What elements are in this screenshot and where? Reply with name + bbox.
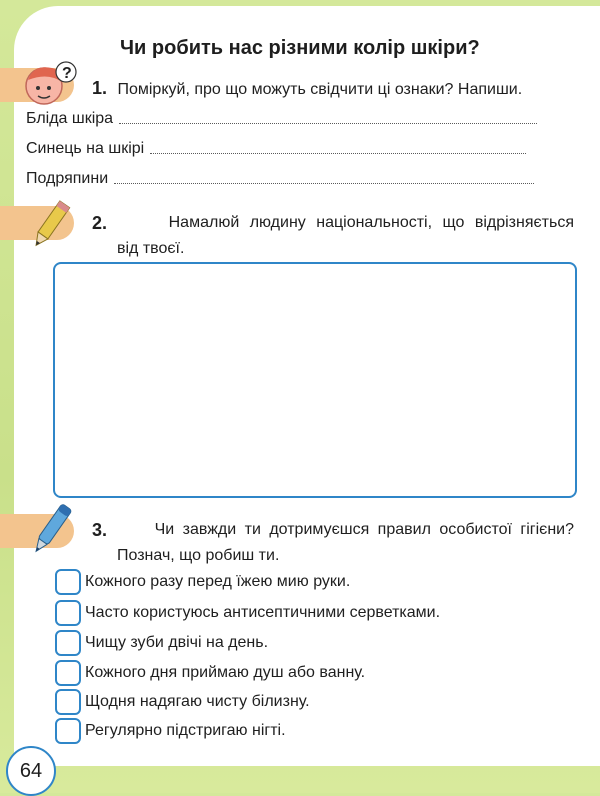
answer-line[interactable] bbox=[119, 122, 537, 124]
pen-icon bbox=[28, 500, 74, 565]
checklist-item: Часто користуюсь антисептичними серветками. bbox=[55, 600, 440, 626]
answer-line[interactable] bbox=[150, 152, 526, 154]
checkbox[interactable] bbox=[55, 600, 81, 626]
fill-line-pale-skin: Бліда шкіра bbox=[26, 110, 537, 128]
question-3: 3. Чи завжди ти дотримуєшся правил особистої гігієни? Познач, що робиш ти. bbox=[92, 520, 574, 564]
fill-line-bruise: Синець на шкірі bbox=[26, 140, 526, 158]
fill-line-scratches: Подряпини bbox=[26, 170, 534, 188]
checklist-item: Кожного разу перед їжею мию руки. bbox=[55, 569, 350, 595]
checkbox[interactable] bbox=[55, 689, 81, 715]
checklist-item: Регулярно підстригаю нігті. bbox=[55, 718, 286, 744]
thinking-child-icon bbox=[18, 58, 78, 113]
checkbox[interactable] bbox=[55, 718, 81, 744]
answer-line[interactable] bbox=[114, 182, 534, 184]
page-number: 64 bbox=[6, 746, 56, 796]
checklist-item: Щодня надягаю чисту білизну. bbox=[55, 689, 310, 715]
svg-text:?: ? bbox=[62, 65, 72, 82]
checklist-item: Чищу зуби двічі на день. bbox=[55, 630, 268, 656]
page-title: Чи робить нас різними колір шкіри? bbox=[120, 37, 480, 59]
question-1: 1. Поміркуй, про що можуть свідчити ці ознаки? Напиши. bbox=[92, 78, 523, 98]
question-2: 2. Намалюй людину національності, що відрізняється від твоєї. bbox=[92, 213, 574, 257]
checkbox[interactable] bbox=[55, 630, 81, 656]
checkbox[interactable] bbox=[55, 660, 81, 686]
checkbox[interactable] bbox=[55, 569, 81, 595]
checklist-item: Кожного дня приймаю душ або ванну. bbox=[55, 660, 365, 686]
pencil-icon bbox=[28, 196, 74, 257]
drawing-area[interactable] bbox=[53, 262, 577, 498]
